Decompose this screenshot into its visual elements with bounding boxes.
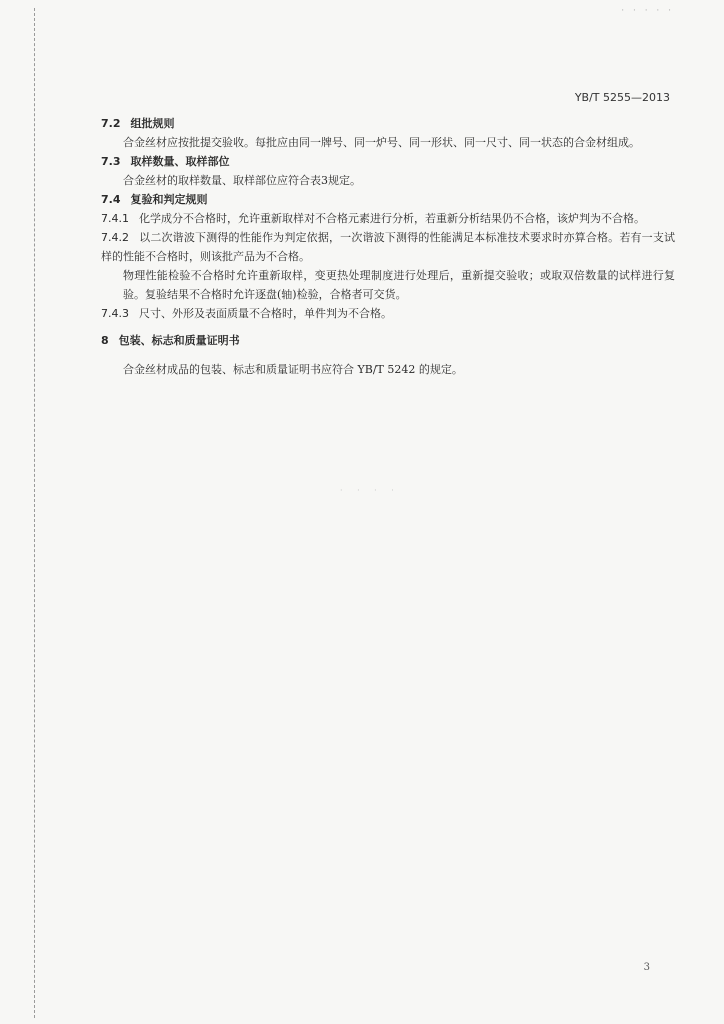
section-7-2-heading bbox=[101, 114, 675, 133]
clause-7-4-1 bbox=[101, 209, 675, 228]
section-title: 组批规则 bbox=[130, 117, 175, 130]
section-title: 包装、标志和质量证明书 bbox=[118, 334, 240, 347]
section-8-body: 合金丝材成品的包装、标志和质量证明书应符合 YB/T 5242 的规定。 bbox=[123, 363, 463, 376]
clause-number: 7.4.3 bbox=[101, 307, 129, 320]
section-number: 7.4 bbox=[101, 193, 121, 206]
section-number: 8 bbox=[101, 334, 109, 347]
scan-artifact: · · · · · bbox=[621, 6, 674, 16]
binding-margin-line bbox=[34, 8, 35, 1018]
clause-text: 化学成分不合格时，允许重新取样对不合格元素进行分析，若重新分析结果仍不合格，该炉判为不合格。 bbox=[139, 212, 645, 225]
scan-artifact: · · · · bbox=[340, 486, 400, 495]
clause-text: 以二次谐波下测得的性能作为判定依据，一次谐波下测得的性能满足本标准技术要求时亦算合格。若有一支试样的性能不合格时，则该批产品为不合格。 bbox=[101, 231, 675, 263]
section-number: 7.2 bbox=[101, 117, 121, 130]
section-title: 复验和判定规则 bbox=[130, 193, 208, 206]
page-number: 3 bbox=[643, 962, 650, 973]
clause-7-4-3 bbox=[101, 304, 675, 323]
document-code: YB/T 5255—2013 bbox=[574, 91, 670, 104]
document-body bbox=[101, 114, 675, 379]
section-7-2-body: 合金丝材应按批提交验收。每批应由同一牌号、同一炉号、同一形状、同一尺寸、同一状态的合金材组成。 bbox=[123, 136, 640, 149]
clause-number: 7.4.2 bbox=[101, 231, 129, 244]
section-7-4-heading bbox=[101, 190, 675, 209]
clause-number: 7.4.1 bbox=[101, 212, 129, 225]
section-7-3-heading bbox=[101, 152, 675, 171]
clause-7-4-2 bbox=[101, 228, 675, 266]
clause-text: 尺寸、外形及表面质量不合格时，单件判为不合格。 bbox=[139, 307, 392, 320]
section-8-heading bbox=[101, 331, 675, 350]
section-title: 取样数量、取样部位 bbox=[130, 155, 230, 168]
section-number: 7.3 bbox=[101, 155, 121, 168]
clause-7-4-2-extra: 物理性能检验不合格时允许重新取样，变更热处理制度进行处理后，重新提交验收；或取双倍数量的试样进行复验。复验结果不合格时允许逐盘(轴)检验，合格者可交货。 bbox=[123, 269, 675, 301]
section-7-3-body: 合金丝材的取样数量、取样部位应符合表3规定。 bbox=[123, 174, 361, 187]
